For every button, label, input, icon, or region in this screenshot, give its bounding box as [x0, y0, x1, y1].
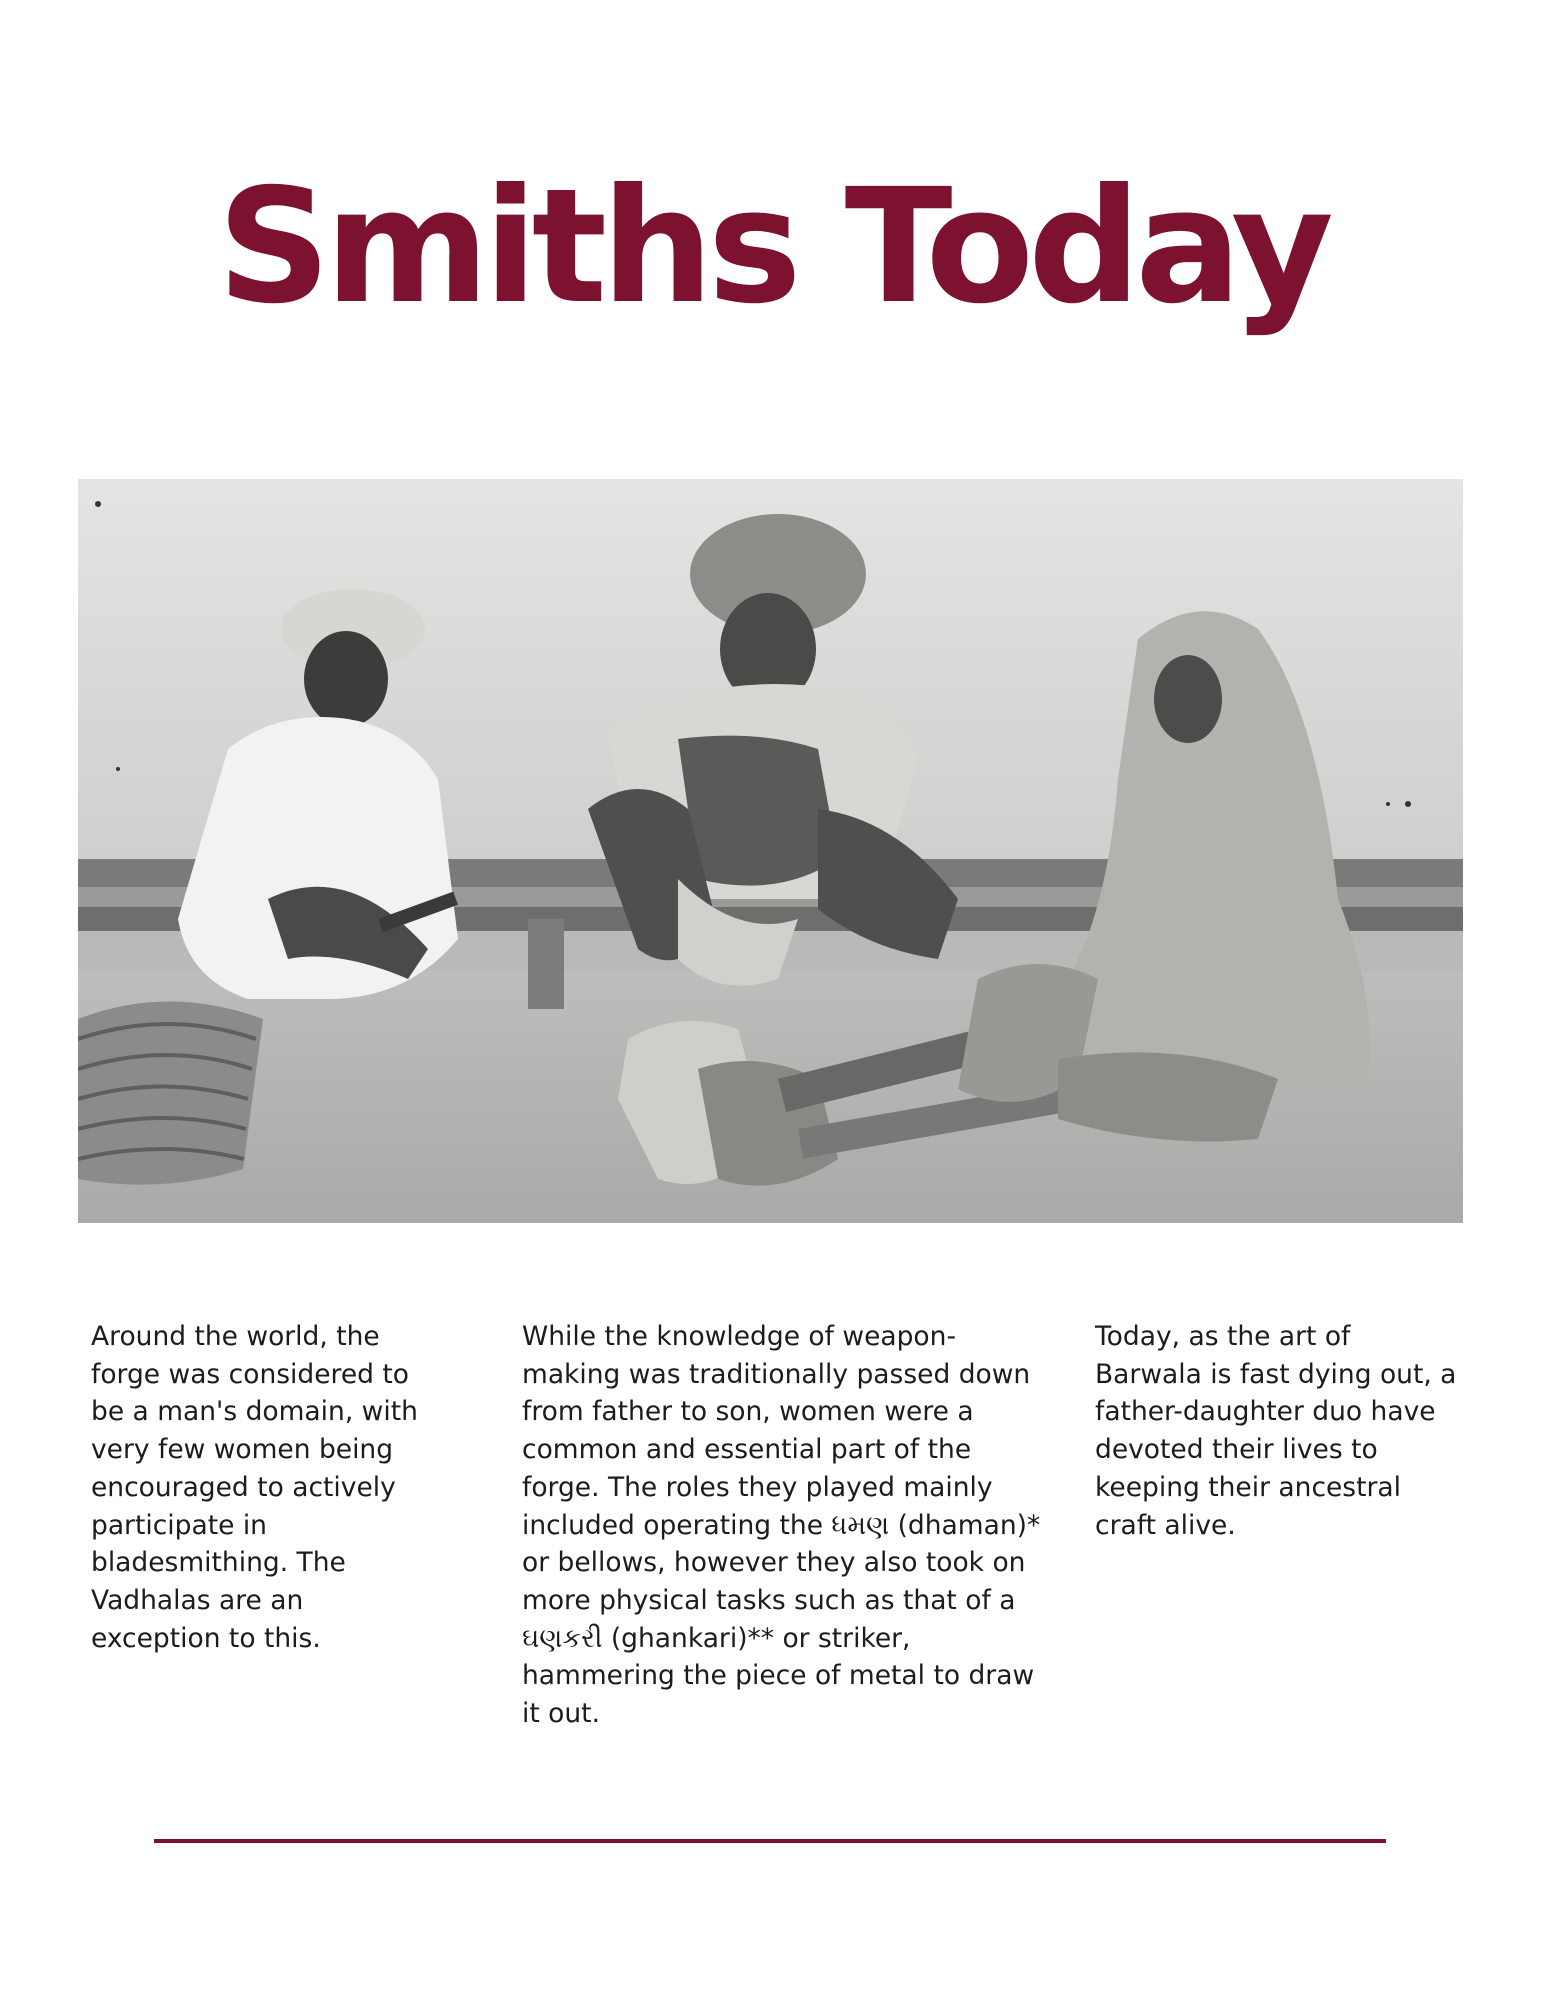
photo-illustration	[78, 479, 1463, 1223]
figure-center-body	[678, 736, 838, 886]
text-column-3: Today, as the art of Barwala is fast dying out, a father-daughter duo have devoted their lives to keeping their ancestral craft alive.	[1095, 1321, 1457, 1541]
historical-photo	[78, 479, 1463, 1223]
page-title: Smiths Today	[217, 155, 1328, 339]
footer-divider	[154, 1839, 1386, 1843]
text-column-2: While the knowledge of weapon-making was traditionally passed down from father to son, women were a common and essential part of the forge. The roles they played mainly included operating the ધમણ (dhaman)* or bellows, however they also took on more physical tasks such as that of a ઘણકરી (ghankari)** or striker, hammering the piece of metal to draw it out.	[522, 1321, 1041, 1730]
text-column-1: Around the world, the forge was considered to be a man's domain, with very few women being encouraged to actively participate in bladesmithing. The Vadhalas are an exception to this.	[91, 1321, 418, 1654]
